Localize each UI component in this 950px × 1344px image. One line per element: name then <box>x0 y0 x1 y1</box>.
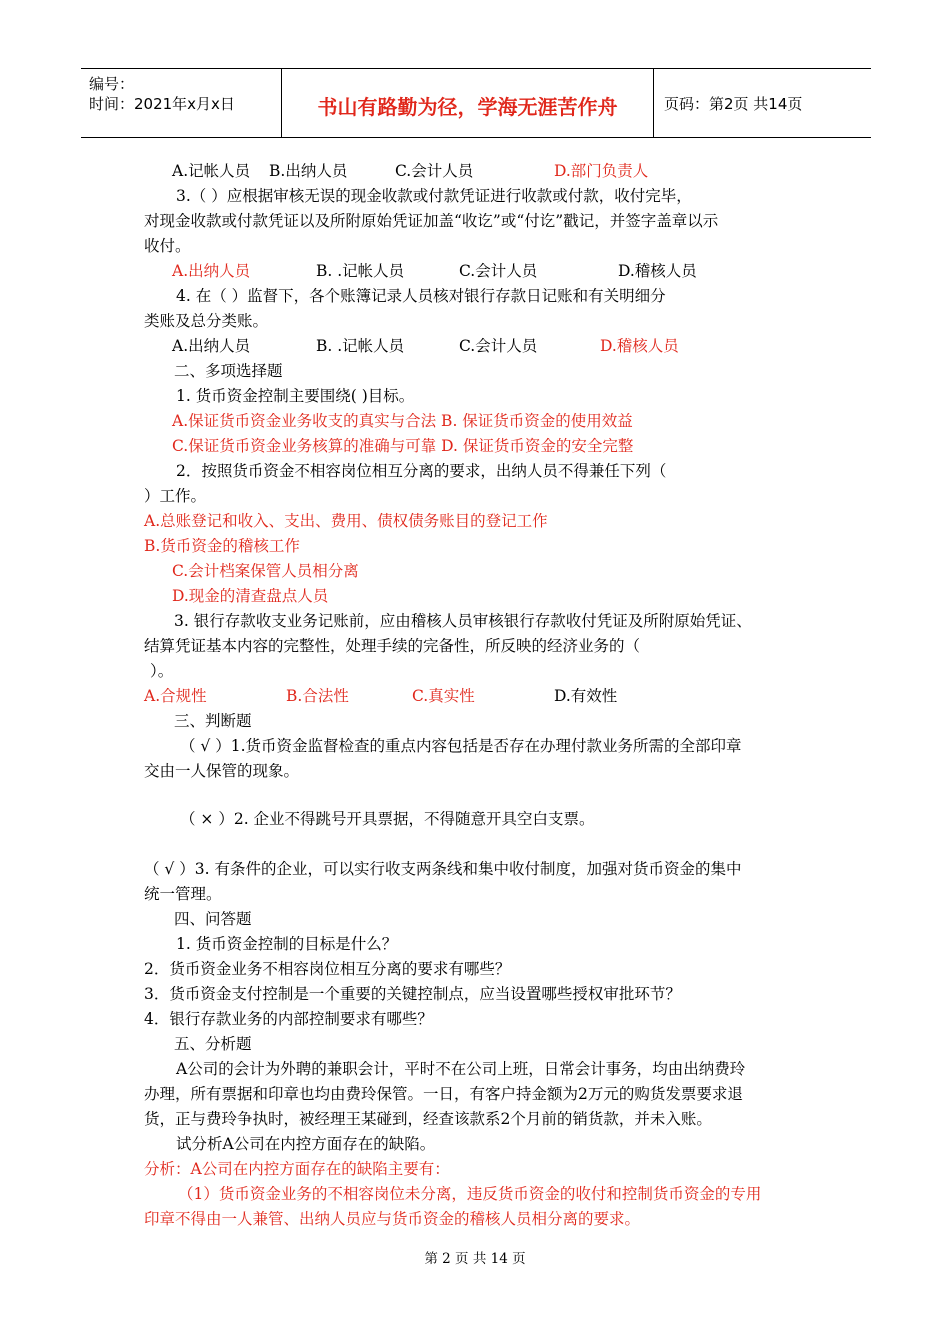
option-text: C.会计人员 <box>395 162 474 180</box>
option-text: C.会计人员 <box>459 337 538 355</box>
option-text: B. .记帐人员 <box>316 337 405 355</box>
text-line: 类账及总分类账。 <box>144 312 269 330</box>
option-text: D.有效性 <box>554 687 618 705</box>
text-line: 对现金收款或付款凭证以及所附原始凭证加盖“收讫”或“付讫”戳记，并签字盖章以示 <box>144 212 719 230</box>
text-line: （1）货币资金业务的不相容岗位未分离，违反货币资金的收付和控制货币资金的专用 <box>178 1185 762 1203</box>
text-line: 2．按照货币资金不相容岗位相互分离的要求，出纳人员不得兼任下列（ <box>176 462 667 480</box>
page-indicator: 页码：第2页 共14页 <box>664 95 803 113</box>
text-line: 3. 银行存款收支业务记账前，应由稽核人员审核银行存款收付凭证及所附原始凭证、 <box>174 612 752 630</box>
text-line: （ √ ）3. 有条件的企业，可以实行收支两条线和集中收付制度，加强对货币资金的集中 <box>144 860 742 878</box>
text-line: 3．货币资金支付控制是一个重要的关键控制点，应当设置哪些授权审批环节？ <box>144 985 681 1003</box>
option-text: D.稽核人员 <box>618 262 697 280</box>
option-text: D.稽核人员 <box>600 337 679 355</box>
text-line: 1. 货币资金控制主要围绕( )目标。 <box>176 387 415 405</box>
text-line: 1. 货币资金控制的目标是什么？ <box>176 935 398 953</box>
document-time: 时间：2021年x月x日 <box>89 95 235 113</box>
text-line: B.货币资金的稽核工作 <box>144 537 300 555</box>
text-line: 收付。 <box>144 237 191 255</box>
text-line: 四、问答题 <box>174 910 252 928</box>
text-line: D.现金的清查盘点人员 <box>172 587 329 605</box>
option-text: B.出纳人员 <box>269 162 348 180</box>
header-motto-cell <box>282 69 654 137</box>
header-page-cell <box>654 69 871 137</box>
text-line: 交由一人保管的现象。 <box>144 762 300 780</box>
option-text: A.出纳人员 <box>172 337 251 355</box>
text-line: A公司的会计为外聘的兼职会计，平时不在公司上班，日常会计事务，均由出纳费玲 <box>176 1060 746 1078</box>
text-line: A.保证货币资金业务收支的真实与合法 B. 保证货币资金的使用效益 <box>172 412 633 430</box>
text-line: 分析：A公司在内控方面存在的缺陷主要有： <box>144 1160 450 1178</box>
text-line: 货，正与费玲争执时，被经理王某碰到，经查该款系2个月前的销货款，并未入账。 <box>144 1110 712 1128</box>
motto: 书山有路勤为径，学海无涯苦作舟 <box>317 95 618 119</box>
text-line: 办理，所有票据和印章也均由费玲保管。一日，有客户持金额为2万元的购货发票要求退 <box>144 1085 743 1103</box>
text-line: 统一管理。 <box>144 885 222 903</box>
option-text: B.合法性 <box>286 687 349 705</box>
text-line: C.保证货币资金业务核算的准确与可靠 D. 保证货币资金的安全完整 <box>172 437 634 455</box>
document-number: 编号： <box>89 75 135 93</box>
text-line: 结算凭证基本内容的完整性，处理手续的完备性，所反映的经济业务的（ <box>144 637 641 655</box>
text-line: 二、多项选择题 <box>174 362 283 380</box>
option-text: A.出纳人员 <box>172 262 251 280</box>
option-text: D.部门负责人 <box>554 162 649 180</box>
text-line: A.总账登记和收入、支出、费用、债权债务账目的登记工作 <box>144 512 548 530</box>
text-line: 3.（ ）应根据审核无误的现金收款或付款凭证进行收款或付款，收付完毕， <box>176 187 692 205</box>
option-text: B. .记帐人员 <box>316 262 405 280</box>
option-text: A.记帐人员 <box>172 162 251 180</box>
text-line: （ √ ）1.货币资金监督检查的重点内容包括是否存在办理付款业务所需的全部印章 <box>180 737 742 755</box>
header-table <box>81 68 871 138</box>
text-line: ）工作。 <box>144 487 207 505</box>
option-text: C.真实性 <box>412 687 475 705</box>
text-line: C.会计档案保管人员相分离 <box>172 562 359 580</box>
text-line: （ × ）2. 企业不得跳号开具票据，不得随意开具空白支票。 <box>180 810 595 828</box>
text-line: 三、判断题 <box>174 712 252 730</box>
option-text: A.合规性 <box>144 687 207 705</box>
page-footer: 第 2 页 共 14 页 <box>424 1251 526 1267</box>
text-line: 4. 在（ ）监督下，各个账簿记录人员核对银行存款日记账和有关明细分 <box>176 287 666 305</box>
text-line: 五、分析题 <box>174 1035 252 1053</box>
text-line: 2．货币资金业务不相容岗位相互分离的要求有哪些？ <box>144 960 511 978</box>
text-line: ）。 <box>150 662 174 680</box>
header-meta-cell <box>81 69 282 137</box>
text-line: 印章不得由一人兼管、出纳人员应与货币资金的稽核人员相分离的要求。 <box>144 1210 641 1228</box>
text-line: 试分析A公司在内控方面存在的缺陷。 <box>176 1135 436 1153</box>
text-line: 4．银行存款业务的内部控制要求有哪些？ <box>144 1010 433 1028</box>
option-text: C.会计人员 <box>459 262 538 280</box>
